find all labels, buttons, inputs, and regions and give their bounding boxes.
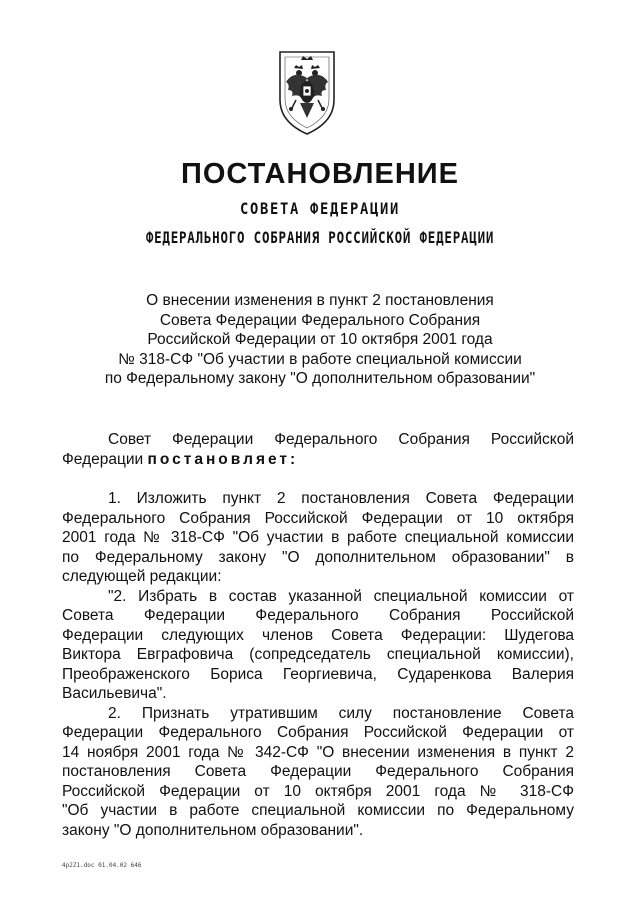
quote-line: "2. Избрать в состав указанной специальной комиссии от	[108, 587, 574, 605]
item1-line: 2001 года № 318-СФ "Об участии в работе специальной комиссии	[62, 529, 574, 546]
title-line: по Федеральному закону "О дополнительном образовании"	[104, 370, 536, 387]
item1-line: Федерального Собрания Российской Федерации от 10 октября	[62, 509, 574, 527]
item2-line: Российской Федерации от 10 октября 2001 года № 318-СФ	[62, 782, 574, 800]
resolves-keyword: постановляет:	[147, 450, 299, 468]
quote-line: Совета Федерации Федерального Собрания Российской	[62, 607, 574, 624]
quote-line: Васильевича".	[62, 685, 167, 702]
item2-line: закону "О дополнительном образовании".	[62, 821, 364, 839]
title-line: Российской Федерации от 10 октября 2001 года	[147, 331, 493, 348]
item2-line: 14 ноября 2001 года № 342-СФ "О внесении изменения в пункт 2	[62, 743, 574, 761]
item2-line: постановления Совета Федерации Федерального Собрания	[62, 763, 574, 780]
issuer-heading-line2: ФЕДЕРАЛЬНОГО СОБРАНИЯ РОССИЙСКОЙ ФЕДЕРАЦИИ	[145, 228, 495, 247]
preamble-line	[62, 450, 574, 470]
quote-line: Преображенского Бориса Георгиевича, Сударенкова Валерия	[62, 665, 574, 683]
document-title	[60, 291, 580, 389]
document-type-heading: ПОСТАНОВЛЕНИЕ	[181, 158, 459, 190]
title-line: Совета Федерации Федерального Собрания	[159, 311, 481, 329]
title-line: № 318-СФ "Об участии в работе специальной комиссии	[118, 350, 522, 368]
coat-of-arms-icon	[272, 48, 342, 138]
item2-line: Федерации Федерального Собрания Российской Федерации от	[62, 724, 574, 741]
resolution-items	[62, 489, 574, 840]
preamble-line: Совет Федерации Федерального Собрания Российской	[108, 431, 574, 448]
item2-line: 2. Признать утратившим силу постановление Совета	[108, 704, 574, 722]
item1-line: 1. Изложить пункт 2 постановления Совета Федерации	[108, 490, 574, 507]
preamble-prefix: Федерации	[62, 450, 144, 468]
item2-line: "Об участии в работе специальной комиссии по Федеральному	[62, 802, 574, 819]
quote-line: Федерации следующих членов Совета Федерации: Шудегова	[62, 626, 574, 644]
item1-line: по Федеральному закону "О дополнительном образовании" в	[62, 548, 574, 566]
file-reference-footer: 4p2Z1.doc 01.04.02 646	[62, 862, 142, 869]
quote-line: Виктора Евграфовича (сопредседатель специальной комиссии),	[62, 646, 574, 663]
issuer-heading-line1: СОВЕТА ФЕДЕРАЦИИ	[239, 199, 401, 218]
title-line: О внесении изменения в пункт 2 постановления	[146, 292, 494, 309]
preamble-paragraph	[62, 430, 574, 469]
item1-line: следующей редакции:	[62, 568, 222, 585]
